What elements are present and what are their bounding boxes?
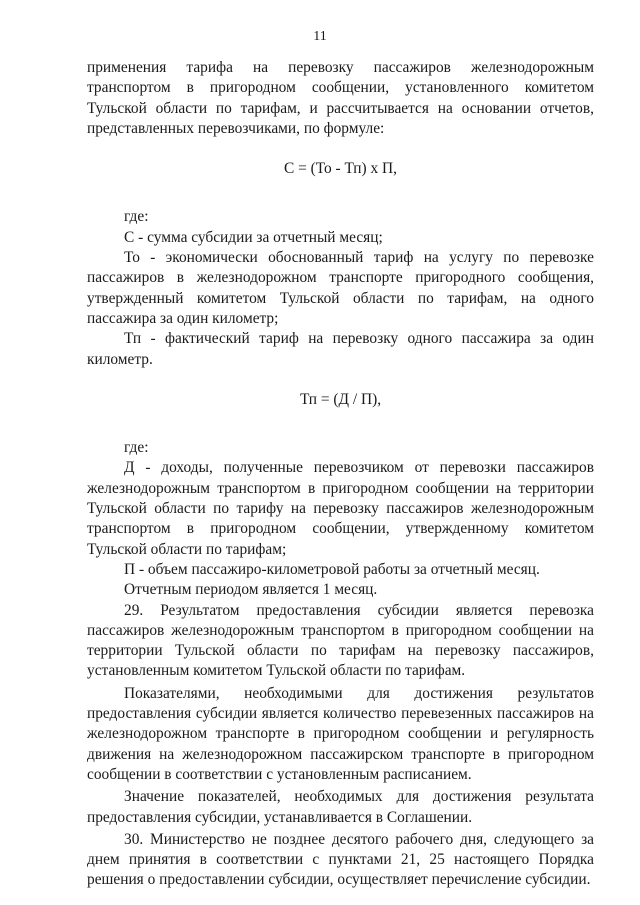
document-body bbox=[87, 58, 594, 891]
indicator-values-paragraph: Значение показателей, необходимых для достижения результата предоставления субсидии, устанавливается в Соглашении. bbox=[87, 788, 594, 826]
indicators-paragraph: Показателями, необходимыми для достижения результатов предоставления субсидии является количество перевезенных пассажиров на железнодорожном транспорте в пригородном сообщении и регулярность движения на железнодорожном пассажирском транспорте в пригородном сообщении в соответствии с установленным расписанием. bbox=[87, 684, 594, 783]
reporting-period: Отчетным периодом является 1 месяц. bbox=[124, 581, 378, 599]
definition-tp: Тп - фактический тариф на перевозку одного пассажира за один километр. bbox=[87, 330, 594, 368]
formula-actual-tariff: Тп = (Д / П), bbox=[299, 390, 382, 408]
definition-p: П - объем пассажиро-километровой работы за отчетный месяц. bbox=[124, 560, 540, 578]
formula-subsidy: С = (То - Тп) х П, bbox=[283, 160, 398, 178]
page-number: 11 bbox=[313, 29, 327, 44]
where-label-1: где: bbox=[124, 208, 149, 226]
item-30: 30. Министерство не позднее десятого рабочего дня, следующего за днем принятия в соответствии с пунктами 21, 25 настоящего Порядка решения о предоставлении субсидии, осуществляет перечисление субсидии. bbox=[87, 830, 594, 889]
paragraph-formula-intro: применения тарифа на перевозку пассажиров железнодорожным транспортом в пригородном сообщении, установленного комитетом Тульской области по тарифам, и рассчитывается на основании отчетов, представленных перевозчиками, по формуле: bbox=[87, 59, 594, 137]
item-29: 29. Результатом предоставления субсидии является перевозка пассажиров железнодорожным транспортом в пригородном сообщении на территории Тульской области по тарифам на перевозку пассажиров, установленным комитетом Тульской области по тарифам. bbox=[87, 601, 594, 680]
definition-c: С - сумма субсидии за отчетный месяц; bbox=[124, 228, 383, 246]
definition-d: Д - доходы, полученные перевозчиком от перевозки пассажиров железнодорожным транспортом в пригородном сообщении на территории Тульской области по тарифу на перевозку пассажиров железнодорожным транспортом в пригородном сообщении, утвержденному комитетом Тульской области по тарифам; bbox=[87, 459, 594, 558]
where-label-2: где: bbox=[124, 439, 149, 457]
definition-to: То - экономически обоснованный тариф на услугу по перевозке пассажиров в железнодорожном транспорте пригородного сообщения, утвержденный комитетом Тульской области по тарифам, на одного пассажира за один километр; bbox=[87, 249, 594, 327]
